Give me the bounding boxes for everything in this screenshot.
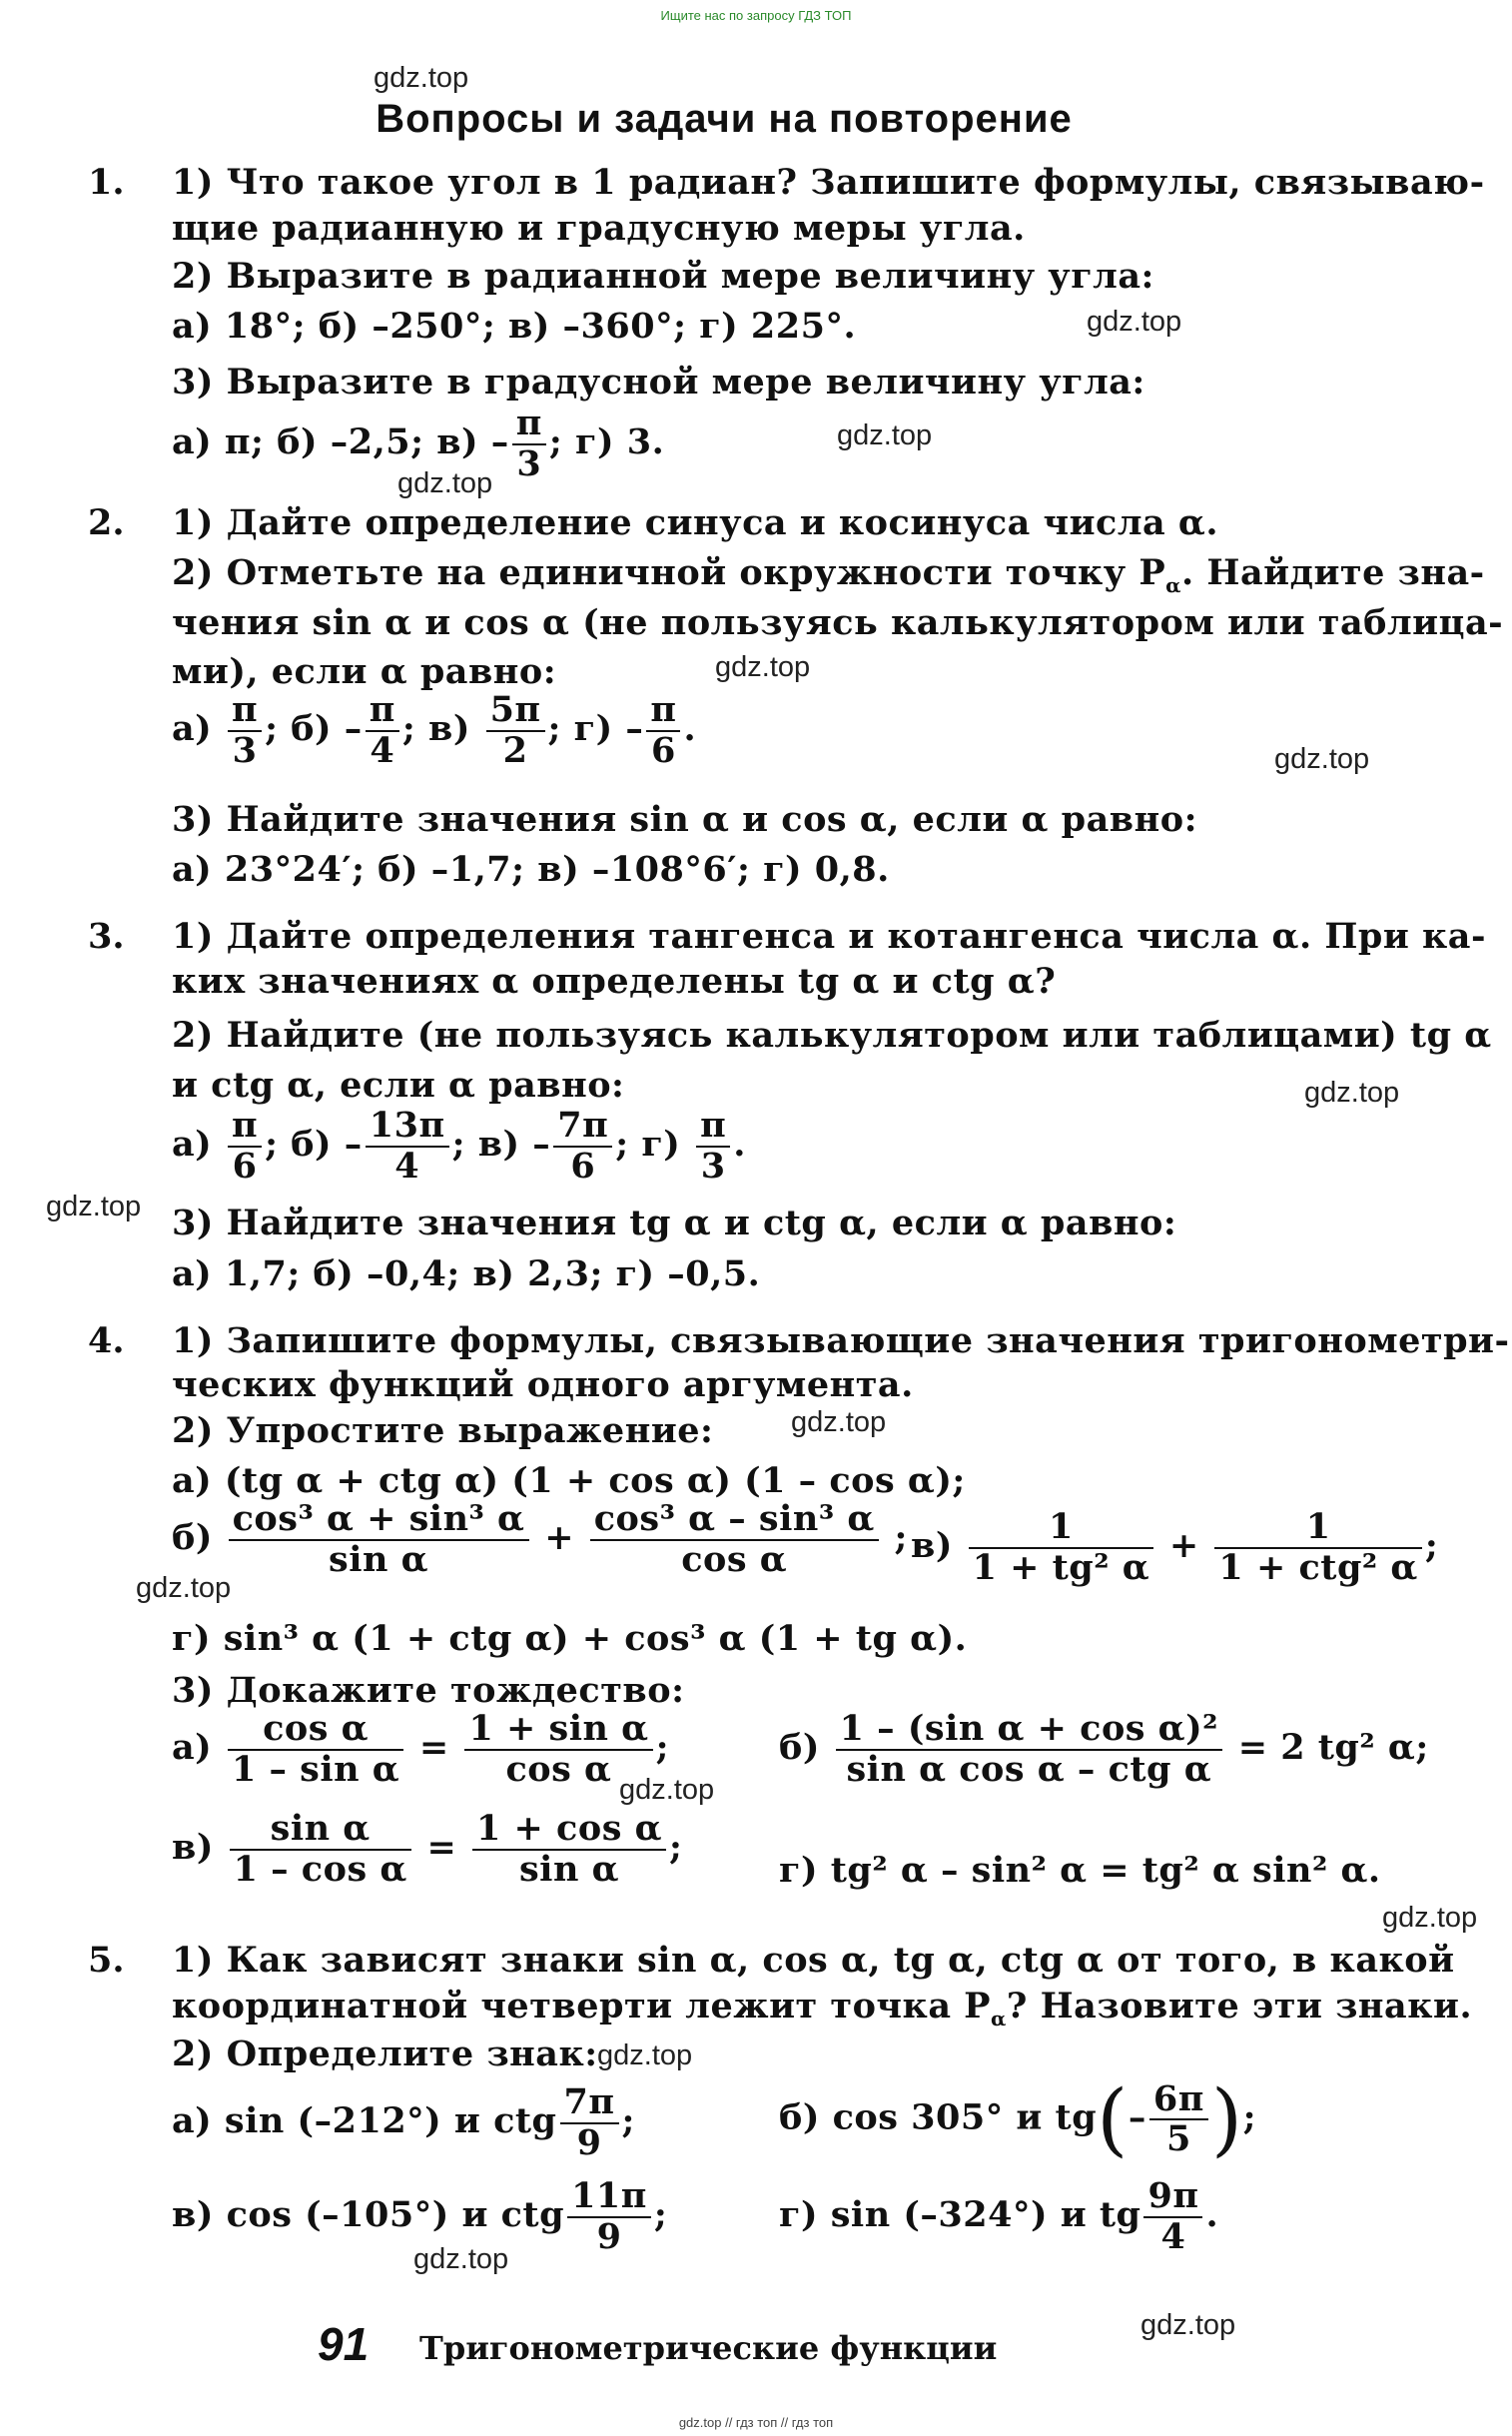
watermark: gdz.top bbox=[619, 1774, 715, 1806]
fraction bbox=[836, 1710, 1222, 1789]
fraction bbox=[229, 1500, 529, 1579]
numerator: π bbox=[228, 1107, 262, 1148]
fraction bbox=[1143, 2177, 1202, 2256]
numerator: π bbox=[696, 1107, 730, 1148]
problem-line bbox=[779, 2177, 1218, 2256]
numerator: 1 – (sin α + cos α)² bbox=[836, 1710, 1222, 1751]
problem-text: ; б) – bbox=[265, 708, 363, 749]
problem-text: 1) Запишите формулы, связывающие значения тригонометри- bbox=[172, 1320, 1510, 1361]
numerator: π bbox=[512, 405, 546, 445]
problem-line bbox=[172, 1810, 682, 1889]
numerator: 11π bbox=[567, 2177, 651, 2218]
problem-text: ; bbox=[653, 2194, 668, 2235]
problem-text: . bbox=[733, 1124, 746, 1165]
problem-text: щие радианную и градусную меры угла. bbox=[172, 208, 1026, 249]
watermark: gdz.top bbox=[791, 1406, 887, 1438]
problem-text: и ctg α, если α равно: bbox=[172, 1065, 625, 1106]
fraction bbox=[1214, 1508, 1421, 1587]
numerator: sin α bbox=[230, 1810, 411, 1851]
denominator: 6 bbox=[232, 1145, 258, 1187]
numerator: 1 + cos α bbox=[472, 1810, 666, 1851]
problem-text: ; bbox=[621, 2100, 635, 2141]
problem-text: 2) Отметьте на единичной окружности точку P bbox=[172, 552, 1166, 593]
problem-text: 1) Как зависят знаки sin α, cos α, tg α, ctg α от того, в какой bbox=[172, 1940, 1455, 1981]
numerator: 13π bbox=[366, 1107, 449, 1148]
problem-text: а) 23°24′; б) –1,7; в) –108°6′; г) 0,8. bbox=[172, 849, 890, 890]
numerator: π bbox=[366, 691, 399, 732]
problem-text: б) bbox=[172, 1517, 213, 1558]
problem-text: а) 18°; б) –250°; в) –360°; г) 225°. bbox=[172, 306, 857, 347]
watermark: gdz.top bbox=[1140, 2309, 1236, 2341]
top-note: Ищите нас по запросу ГДЗ ТОП bbox=[660, 8, 852, 23]
subscript: α bbox=[991, 2007, 1007, 2030]
fraction bbox=[230, 1810, 411, 1889]
fraction bbox=[366, 1107, 449, 1186]
fraction bbox=[553, 1107, 612, 1186]
denominator: sin α cos α – ctg α bbox=[846, 1748, 1212, 1790]
problem-text: ; bbox=[655, 1727, 669, 1768]
page-title: Вопросы и задачи на повторение bbox=[376, 97, 1073, 141]
problem-text: а) sin (–212°) и ctg bbox=[172, 2100, 557, 2141]
problem-text: ; г) bbox=[615, 1124, 681, 1165]
problem-text: = bbox=[426, 1827, 457, 1868]
problem-line bbox=[172, 1500, 908, 1579]
page-number: 91 bbox=[318, 2318, 370, 2370]
watermark: gdz.top bbox=[46, 1191, 142, 1222]
problem-text: 3) Найдите значения sin α и cos α, если α равно: bbox=[172, 799, 1197, 840]
fraction bbox=[567, 2177, 651, 2256]
problem-text: г) tg² α – sin² α = tg² α sin² α. bbox=[779, 1850, 1381, 1891]
denominator: 2 bbox=[502, 729, 528, 771]
problem-line bbox=[911, 1508, 1438, 1587]
denominator: cos α bbox=[681, 1538, 788, 1580]
problem-text: = 2 tg² α; bbox=[1237, 1727, 1429, 1768]
denominator: 1 + ctg² α bbox=[1218, 1546, 1418, 1588]
denominator: sin α bbox=[329, 1538, 429, 1580]
watermark: gdz.top bbox=[1304, 1077, 1400, 1109]
watermark: gdz.top bbox=[1382, 1902, 1478, 1934]
problem-number: 3. bbox=[88, 916, 125, 957]
numerator: π bbox=[228, 691, 262, 732]
problem-text: а) bbox=[172, 1727, 213, 1768]
problem-line bbox=[779, 1710, 1429, 1789]
left-paren: ( bbox=[1097, 2072, 1129, 2165]
problem-text: а) 1,7; б) –0,4; в) 2,3; г) –0,5. bbox=[172, 1253, 761, 1294]
problem-text: ми), если α равно: bbox=[172, 651, 557, 692]
watermark: gdz.top bbox=[715, 651, 811, 683]
problem-text: ; в) – bbox=[451, 1124, 551, 1165]
numerator: 7π bbox=[560, 2083, 619, 2124]
running-footer-title: Тригонометрические функции bbox=[419, 2329, 998, 2367]
denominator: 1 + tg² α bbox=[972, 1546, 1150, 1588]
problem-text: ; в) bbox=[401, 708, 470, 749]
fraction bbox=[969, 1508, 1154, 1587]
denominator: 1 – sin α bbox=[231, 1748, 400, 1790]
problem-text: в) cos (–105°) и ctg bbox=[172, 2194, 565, 2235]
numerator: 1 + sin α bbox=[464, 1710, 652, 1751]
subscript: α bbox=[1165, 573, 1182, 597]
problem-text: 2) Найдите (не пользуясь калькулятором или таблицами) tg α bbox=[172, 1015, 1492, 1056]
problem-number: 5. bbox=[88, 1940, 125, 1981]
fraction bbox=[228, 1107, 262, 1186]
denominator: 3 bbox=[232, 729, 258, 771]
denominator: 9 bbox=[576, 2121, 602, 2163]
fraction bbox=[366, 691, 399, 770]
fraction bbox=[590, 1500, 879, 1579]
denominator: 5 bbox=[1165, 2118, 1191, 2159]
problem-text: б) bbox=[779, 1727, 820, 1768]
denominator: 4 bbox=[370, 729, 395, 771]
problem-text: 2) Определите знак: bbox=[172, 2033, 598, 2074]
problem-text: 1) Дайте определение синуса и косинуса числа α. bbox=[172, 502, 1219, 543]
denominator: 3 bbox=[700, 1145, 726, 1187]
bottom-note: gdz.top // гдз топ // гдз топ bbox=[678, 2415, 834, 2430]
problem-text: 3) Выразите в градусной мере величину угла: bbox=[172, 362, 1145, 403]
problem-text: б) cos 305° и tg bbox=[779, 2096, 1098, 2138]
watermark: gdz.top bbox=[1087, 306, 1182, 338]
problem-text: = bbox=[418, 1727, 449, 1768]
problem-text: чения sin α и cos α (не пользуясь калькулятором или таблица- bbox=[172, 602, 1504, 643]
denominator: 9 bbox=[596, 2215, 622, 2257]
problem-text: ; bbox=[894, 1517, 908, 1558]
problem-line bbox=[172, 1107, 746, 1186]
denominator: 6 bbox=[650, 729, 676, 771]
problem-text: . Найдите зна- bbox=[1181, 552, 1485, 593]
watermark: gdz.top bbox=[837, 419, 933, 451]
fraction bbox=[228, 691, 262, 770]
problem-text: г) sin³ α (1 + ctg α) + cos³ α (1 + tg α). bbox=[172, 1618, 968, 1659]
problem-line bbox=[172, 1710, 669, 1789]
problem-text: в) bbox=[911, 1525, 953, 1566]
problem-line bbox=[172, 2083, 635, 2162]
watermark: gdz.top bbox=[413, 2243, 509, 2275]
problem-text: . bbox=[683, 708, 697, 749]
fraction bbox=[1149, 2077, 1208, 2159]
problem-line bbox=[172, 552, 1485, 597]
fraction bbox=[646, 691, 680, 770]
fraction bbox=[512, 405, 546, 483]
denominator: 1 – cos α bbox=[233, 1848, 407, 1890]
fraction bbox=[472, 1810, 666, 1889]
numerator: 6π bbox=[1149, 2080, 1208, 2121]
problem-text: 3) Докажите тождество: bbox=[172, 1670, 685, 1711]
problem-text: 1) Дайте определения тангенса и котангенса числа α. При ка- bbox=[172, 916, 1486, 957]
problem-text: координатной четверти лежит точка P bbox=[172, 1986, 992, 2027]
watermark: gdz.top bbox=[1274, 743, 1370, 775]
problem-text: ческих функций одного аргумента. bbox=[172, 1364, 914, 1405]
watermark: gdz.top bbox=[374, 62, 469, 94]
numerator: cos³ α – sin³ α bbox=[590, 1500, 879, 1541]
numerator: cos α bbox=[228, 1710, 403, 1751]
problem-text: . bbox=[1205, 2194, 1219, 2235]
problem-line bbox=[172, 1986, 1472, 2030]
numerator: 1 bbox=[969, 1508, 1154, 1549]
watermark: gdz.top bbox=[597, 2039, 693, 2071]
numerator: π bbox=[646, 691, 680, 732]
fraction bbox=[560, 2083, 619, 2162]
denominator: 3 bbox=[516, 442, 542, 484]
problem-line: б) cos 305° и tg(– $\frac{6\pi}{5}$ ); bbox=[779, 2072, 1257, 2165]
problem-text: а) bbox=[172, 1124, 213, 1165]
fraction bbox=[696, 1107, 730, 1186]
problem-text: 3) Найдите значения tg α и ctg α, если α равно: bbox=[172, 1203, 1177, 1243]
problem-text: ? Назовите эти знаки. bbox=[1006, 1986, 1473, 2027]
numerator: 7π bbox=[553, 1107, 612, 1148]
problem-text: ; г) 3. bbox=[548, 421, 665, 462]
problem-text: 1) Что такое угол в 1 радиан? Запишите формулы, связываю- bbox=[172, 162, 1485, 203]
denominator: 6 bbox=[570, 1145, 596, 1187]
denominator: sin α bbox=[518, 1848, 620, 1890]
problem-text: ; bbox=[669, 1827, 683, 1868]
problem-line bbox=[172, 691, 696, 770]
watermark: gdz.top bbox=[397, 467, 493, 499]
problem-text: в) bbox=[172, 1827, 214, 1868]
denominator: 4 bbox=[1160, 2215, 1186, 2257]
numerator: 5π bbox=[486, 691, 545, 732]
problem-text: ; г) – bbox=[547, 708, 644, 749]
problem-number: 1. bbox=[88, 162, 125, 203]
problem-text: ; bbox=[1424, 1525, 1439, 1566]
problem-text: 2) Упростите выражение: bbox=[172, 1410, 714, 1451]
problem-text: ких значениях α определены tg α и ctg α? bbox=[172, 961, 1057, 1002]
problem-text: + bbox=[1168, 1525, 1199, 1566]
problem-text: + bbox=[544, 1517, 575, 1558]
numerator: cos³ α + sin³ α bbox=[229, 1500, 529, 1541]
fraction bbox=[228, 1710, 403, 1789]
denominator: 4 bbox=[394, 1145, 420, 1187]
problem-text: ; bbox=[1242, 2096, 1257, 2138]
problem-number: 2. bbox=[88, 502, 125, 543]
right-paren: ) bbox=[1210, 2072, 1243, 2165]
watermark: gdz.top bbox=[136, 1572, 232, 1604]
fraction bbox=[486, 691, 545, 770]
problem-text: а) (tg α + ctg α) (1 + cos α) (1 – cos α); bbox=[172, 1460, 966, 1501]
problem-text: г) sin (–324°) и tg bbox=[779, 2194, 1141, 2235]
problem-text: а) bbox=[172, 708, 213, 749]
numerator: 9π bbox=[1143, 2177, 1202, 2218]
problem-number: 4. bbox=[88, 1320, 125, 1361]
denominator: cos α bbox=[505, 1748, 612, 1790]
problem-text: а) π; б) –2,5; в) – bbox=[172, 421, 509, 462]
problem-text: ; б) – bbox=[265, 1124, 363, 1165]
numerator: 1 bbox=[1214, 1508, 1421, 1549]
problem-text: 2) Выразите в радианной мере величину угла: bbox=[172, 256, 1154, 297]
